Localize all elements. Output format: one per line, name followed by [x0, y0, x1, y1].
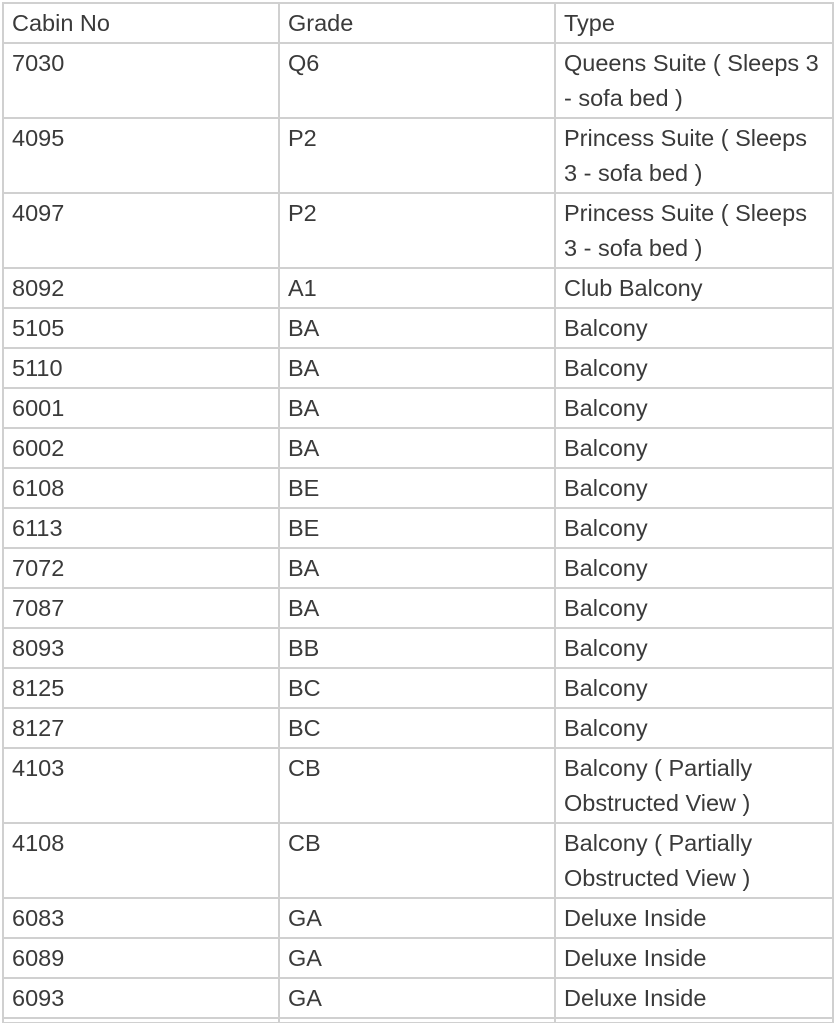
cell-grade: P2 [279, 193, 555, 268]
header-grade: Grade [279, 3, 555, 43]
cell-type: Deluxe Inside [555, 898, 833, 938]
cell-type: Balcony [555, 348, 833, 388]
cell-cabin-no: 7087 [3, 588, 279, 628]
table-row [3, 1018, 833, 1023]
cell-cabin-no: 8125 [3, 668, 279, 708]
table-row [3, 548, 833, 588]
cell-cabin-no: 6001 [3, 388, 279, 428]
cell-cabin-no: 6089 [3, 938, 279, 978]
table-row [3, 308, 833, 348]
cell-type: Princess Suite ( Sleeps 3 - sofa bed ) [555, 193, 833, 268]
table-row [3, 588, 833, 628]
cell-grade: BA [279, 388, 555, 428]
cell-type: Balcony [555, 308, 833, 348]
cell-cabin-no: 6002 [3, 428, 279, 468]
cell-cabin-no: 8127 [3, 708, 279, 748]
table-row [3, 978, 833, 1018]
table-row [3, 938, 833, 978]
cell-grade: CB [279, 748, 555, 823]
cell-grade: BC [279, 668, 555, 708]
table-row [3, 428, 833, 468]
cell-grade: P2 [279, 118, 555, 193]
cell-cabin-no: 7030 [3, 43, 279, 118]
cell-type: Balcony ( Partially Obstructed View ) [555, 823, 833, 898]
table-row [3, 348, 833, 388]
cell-grade: BA [279, 308, 555, 348]
cell-type: Balcony [555, 708, 833, 748]
table-row [3, 508, 833, 548]
cell-type: Deluxe Inside [555, 938, 833, 978]
table-row [3, 118, 833, 193]
cell-grade: GA [279, 978, 555, 1018]
cell-type: Queens Suite ( Sleeps 3 - sofa bed ) [555, 43, 833, 118]
table-row [3, 748, 833, 823]
cell-cabin-no: 4103 [3, 748, 279, 823]
cell-grade: GA [279, 938, 555, 978]
header-type: Type [555, 3, 833, 43]
cell-cabin-no: 8093 [3, 628, 279, 668]
cell-grade: BA [279, 548, 555, 588]
cell-type: Princess Suite ( Sleeps 3 - sofa bed ) [555, 118, 833, 193]
cell-cabin-no: 5105 [3, 308, 279, 348]
cell-cabin-no: 6108 [3, 468, 279, 508]
cell-type: Balcony [555, 508, 833, 548]
cell-cabin-no [3, 1018, 279, 1023]
cell-grade [279, 1018, 555, 1023]
cell-grade: BA [279, 588, 555, 628]
cell-cabin-no: 4095 [3, 118, 279, 193]
cell-type: Balcony [555, 548, 833, 588]
cell-cabin-no: 6113 [3, 508, 279, 548]
table-row [3, 823, 833, 898]
cell-cabin-no: 4097 [3, 193, 279, 268]
cell-cabin-no: 7072 [3, 548, 279, 588]
cell-grade: BE [279, 468, 555, 508]
table-row [3, 628, 833, 668]
cell-type: Balcony [555, 588, 833, 628]
table-row [3, 388, 833, 428]
cabin-table [2, 2, 834, 1023]
cell-type: Deluxe Inside [555, 978, 833, 1018]
cell-cabin-no: 5110 [3, 348, 279, 388]
cell-cabin-no: 6083 [3, 898, 279, 938]
cell-type: Balcony [555, 468, 833, 508]
cell-grade: BA [279, 428, 555, 468]
cell-cabin-no: 8092 [3, 268, 279, 308]
table-row [3, 43, 833, 118]
cell-cabin-no: 4108 [3, 823, 279, 898]
cell-type: Club Balcony [555, 268, 833, 308]
cell-type: Balcony [555, 668, 833, 708]
table-row [3, 268, 833, 308]
cell-type: Balcony [555, 388, 833, 428]
cell-grade: GA [279, 898, 555, 938]
cell-grade: BB [279, 628, 555, 668]
header-cabin-no: Cabin No [3, 3, 279, 43]
table-row [3, 898, 833, 938]
cell-type: Balcony [555, 628, 833, 668]
cell-grade: Q6 [279, 43, 555, 118]
cell-grade: BE [279, 508, 555, 548]
cell-grade: BC [279, 708, 555, 748]
cell-grade: A1 [279, 268, 555, 308]
cell-cabin-no: 6093 [3, 978, 279, 1018]
cell-grade: CB [279, 823, 555, 898]
table-row [3, 193, 833, 268]
cell-grade: BA [279, 348, 555, 388]
table-header-row [3, 3, 833, 43]
table-row [3, 668, 833, 708]
cell-type: Balcony [555, 428, 833, 468]
table-row [3, 468, 833, 508]
table-row [3, 708, 833, 748]
cell-type: Balcony ( Partially Obstructed View ) [555, 748, 833, 823]
cell-type [555, 1018, 833, 1023]
